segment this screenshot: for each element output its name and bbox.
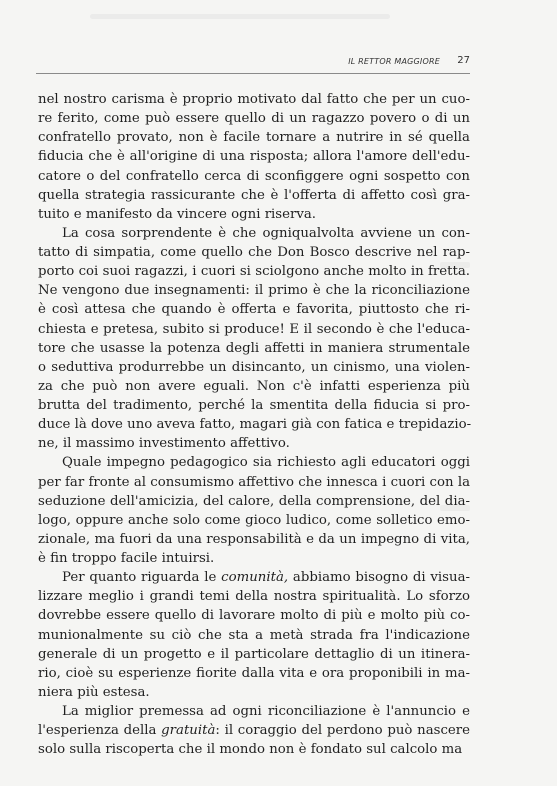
paragraph [38, 224, 470, 454]
page-number: 27 [457, 55, 470, 66]
text-line: Per quanto riguarda le comunità, abbiamo bisogno di visua- [62, 570, 470, 586]
text-line: duce là dove uno aveva fatto, magari già con fatica e trepidazio- [38, 417, 472, 433]
text-line: è fin troppo facile intuirsi. [38, 551, 215, 566]
text-line: confratello provato, non è facile tornare a nutrire in sé quella [38, 130, 470, 146]
text-line: tore che usasse la potenza degli affetti in maniera strumentale [38, 340, 470, 356]
text-line: per far fronte al consumismo affettivo che innesca i cuori con la [38, 474, 470, 490]
text-line: seduzione dell'amicizia, del calore, della comprensione, del dia- [38, 493, 470, 509]
emphasis: comunità, [221, 570, 289, 586]
text-line: za che può non avere eguali. Non c'è infatti esperienza più [38, 378, 470, 394]
text-line: è così attesa che quando è offerta e favorita, piuttosto che ri- [38, 302, 470, 318]
text-line: generale di un progetto e il particolare dettaglio di un itinera- [38, 646, 470, 662]
text-line: nel nostro carisma è proprio motivato dal fatto che per un cuo- [38, 92, 470, 107]
text-line: logo, oppure anche solo come gioco ludico, come solletico emo- [38, 512, 470, 528]
text-line: brutta del tradimento, perché la smentita della fiducia si pro- [38, 398, 470, 413]
text-line: tatto di simpatia, come quello che Don Bosco descrive nel rap- [38, 245, 470, 260]
text-line: ne, il massimo investimento affettivo. [38, 436, 290, 452]
text-line: dovrebbe essere quello di lavorare molto di più e molto più co- [38, 608, 470, 624]
text-line: munionalmente su ciò che sta a metà strada fra l'indicazione [38, 627, 470, 643]
text-line: solo sulla riscoperta che il mondo non è fondato sul calcolo ma [38, 742, 463, 758]
page-header [36, 55, 470, 74]
paragraph [38, 90, 470, 224]
text-line: Ne vengono due insegnamenti: il primo è che la riconciliazione [38, 283, 470, 299]
text-line: fiducia che è all'origine di una risposta; allora l'amore dell'edu- [38, 149, 470, 165]
text-line: La miglior premessa ad ogni riconciliazione è l'annuncio e [62, 704, 470, 719]
text-line: l'esperienza della gratuità: il coraggio del perdono può nascere [38, 723, 470, 739]
text-line: quella strategia rassicurante che è l'offerta di affetto così gra- [38, 187, 470, 203]
text-line: chiesta e pretesa, subito si produce! E il secondo è che l'educa- [38, 321, 470, 337]
text-line: Quale impegno pedagogico sia richiesto agli educatori oggi [62, 455, 470, 471]
text-line: rio, cioè su esperienze fiorite dalla vita e ora proponibili in ma- [38, 665, 470, 681]
paragraph [38, 568, 470, 702]
text-line: catore o del confratello cerca di sconfiggere ogni sospetto con [38, 168, 470, 184]
text-line: porto coi suoi ragazzi, i cuori si sciolgono anche molto in fretta. [38, 264, 470, 280]
paragraph [38, 453, 470, 568]
text-line: La cosa sorprendente è che ogniqualvolta avviene un con- [62, 225, 470, 241]
text-line: tuito e manifesto da vincere ogni riserva. [38, 206, 317, 222]
bleed-through-mark [90, 14, 390, 19]
emphasis: gratuità [161, 723, 216, 739]
text-line: zionale, ma fuori da una responsabilità e da un impegno di vita, [38, 531, 470, 547]
text-line: lizzare meglio i grandi temi della nostra spiritualità. Lo sforzo [38, 589, 470, 605]
text-line: niera più estesa. [38, 684, 150, 700]
text-line: re ferito, come può essere quello di un ragazzo povero o di un [38, 111, 470, 127]
running-head: IL RETTOR MAGGIORE [348, 57, 440, 66]
body-text [38, 90, 470, 759]
text-line: o seduttiva produrrebbe un disincanto, un cinismo, una violen- [38, 359, 470, 375]
paragraph [38, 702, 470, 759]
